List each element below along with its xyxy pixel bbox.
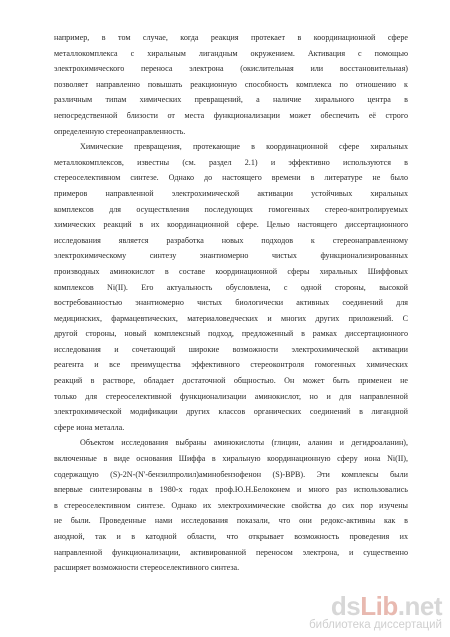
text-line: исследования является разработка новых подходов к стереонаправленному bbox=[54, 235, 408, 245]
document-body bbox=[54, 30, 408, 576]
watermark-logo-ds: ds bbox=[330, 591, 361, 621]
text-line: электрохимической модификации других классов органических соединений в лигандной bbox=[54, 407, 408, 417]
text-line: впервые синтезированы в 1980-х годах проф.Ю.Н.Белоконем и много раз использовались bbox=[54, 485, 408, 495]
text-line: расширяет возможности стереоселективного синтеза. bbox=[54, 563, 240, 573]
text-line: включенные в виде основания Шиффа в хиральную координационную сферу иона Ni(II), bbox=[54, 454, 408, 464]
text-line: металлокомплекса с хиральным лигандным окружением. Активация с помощью bbox=[54, 48, 408, 58]
text-line: производных аминокислот в составе координационной сферы хиральных Шиффовых bbox=[54, 266, 408, 276]
paragraph-first-line: Объектом исследования выбраны аминокислоты (глицин, аланин и дегидроаланин), bbox=[80, 438, 408, 448]
watermark-logo bbox=[309, 593, 442, 619]
text-line: в стереоселективном синтезе. Однако их электрохимические свойства до сих пор изучены bbox=[54, 500, 408, 510]
text-line: другой стороны, новый комплексный подход, предложенный в рамках диссертационного bbox=[54, 329, 408, 339]
text-line: комплексов для осуществления последующих гомогенных стерео-контролируемых bbox=[54, 204, 408, 214]
text-line: реакций в растворе, обладает достаточной общностью. Он может быть применен не bbox=[54, 376, 408, 386]
text-line: определенную стереонаправленность. bbox=[54, 126, 186, 136]
text-line: позволяет направленно повышать реакционную способность комплекса по отношению к bbox=[54, 79, 408, 89]
dslib-watermark bbox=[309, 593, 442, 632]
text-line: востребованностью энантиомерно чистых биологически активных соединений для bbox=[54, 298, 408, 308]
text-line: электрохимического переноса электрона (окислительная или восстановительная) bbox=[54, 64, 408, 74]
paragraph-first-line: Химические превращения, протекающие в координационной сфере хиральных bbox=[80, 142, 408, 152]
watermark-logo-lib: Lib bbox=[360, 591, 398, 621]
text-line: непосредственной близости от места функционализации может обеспечить её строго bbox=[54, 110, 408, 120]
text-line: металлокомплексов, известны (см. раздел 2.1) и эффективно используются в bbox=[54, 157, 408, 167]
watermark-logo-net: .net bbox=[397, 591, 442, 621]
text-line: медицинских, фармацевтических, материаловедческих и многих других приложений. С bbox=[54, 313, 408, 323]
text-line: стереоселективном синтезе. Однако до настоящего времени в литературе не было bbox=[54, 173, 408, 183]
text-line: только для стереоселективной функционализации аминокислот, но и для направленной bbox=[54, 391, 408, 401]
text-line: различным типам химических превращений, а наличие хирального центра в bbox=[54, 95, 408, 105]
text-line: например, в том случае, когда реакция протекает в координационной сфере bbox=[54, 33, 408, 42]
text-line: комплексов Ni(II). Его актуальность обусловлена, с одной стороны, высокой bbox=[54, 282, 408, 292]
text-line: электрохимическому синтезу энантиомерно чистых функционализированных bbox=[54, 251, 408, 261]
watermark-subtitle: библиотека диссертаций bbox=[309, 619, 442, 631]
text-line: реагента и все преимущества эффективного стереоконтроля гомогенных химических bbox=[54, 360, 408, 370]
text-line: сфере иона металла. bbox=[54, 422, 125, 432]
text-line: содержащую (S)-2N-(N'-бензилпролил)аминобензофенон (S)-BPB). Эти комплексы были bbox=[54, 469, 408, 479]
text-line: химических реакций в их координационной сфере. Целью настоящего диссертационного bbox=[54, 220, 408, 230]
text-line: исследования и сочетающий широкие возможности электрохимической активации bbox=[54, 344, 408, 354]
text-line: направленной функционализации, активированной переносом электрона, и существенно bbox=[54, 547, 408, 557]
text-line: анодной, так и в катодной области, что открывает возможность проведения их bbox=[54, 532, 408, 541]
text-line: не были. Проведенные нами исследования показали, что они редокс-активны как в bbox=[54, 516, 408, 526]
text-line: примеров направленной электрохимической активации устойчивых хиральных bbox=[54, 188, 408, 198]
